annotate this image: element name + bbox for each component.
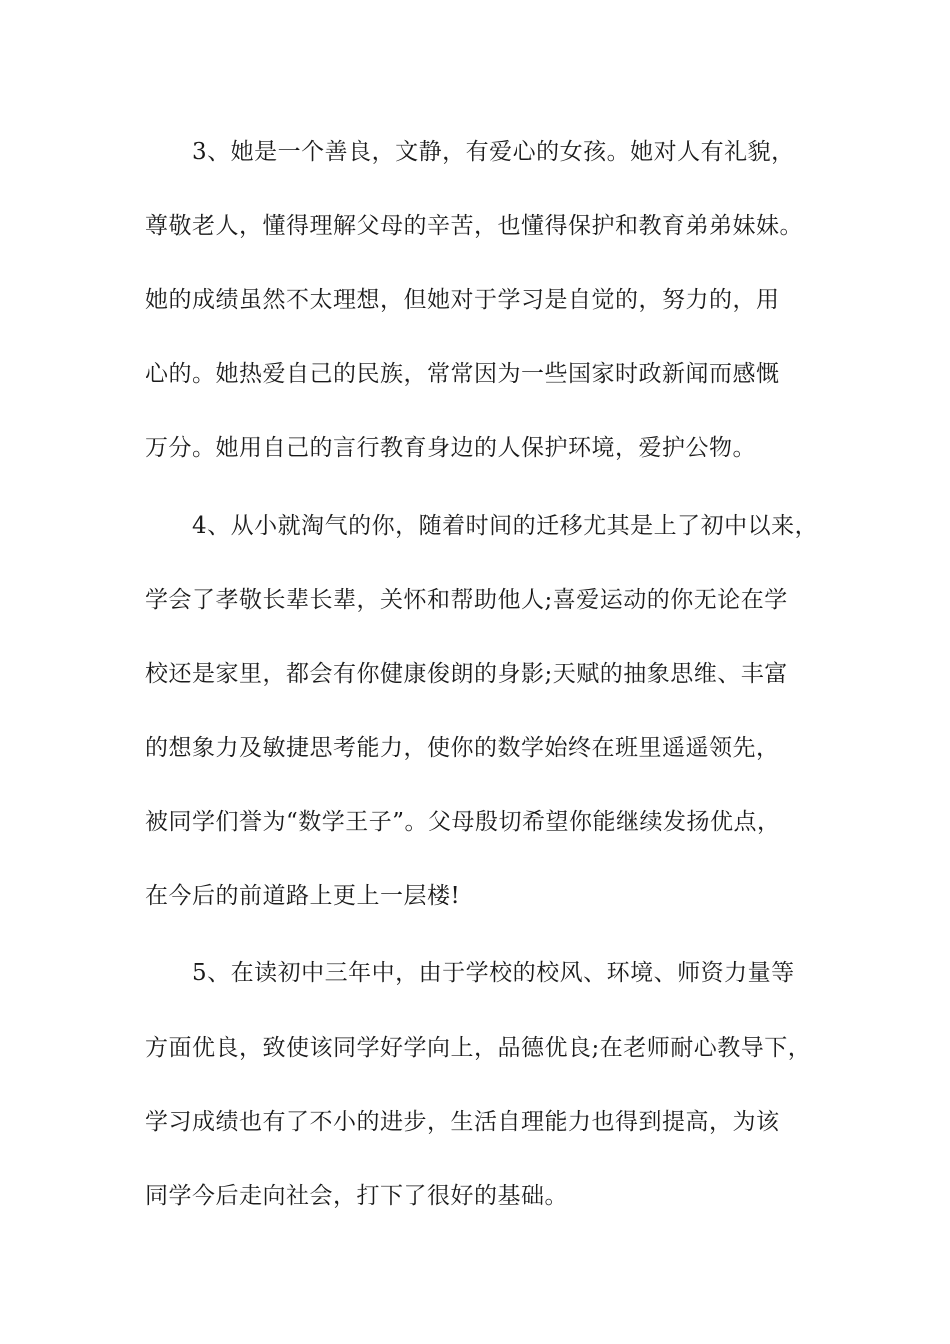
paragraph-4-line-3: 校还是家里，都会有你健康俊朗的身影;天赋的抽象思维、丰富 [145,661,788,687]
paragraph-3-line-5: 万分。她用自己的言行教育身边的人保护环境，爱护公物。 [145,435,756,461]
paragraph-3-line-3: 她的成绩虽然不太理想，但她对于学习是自觉的，努力的，用 [145,287,780,313]
paragraph-4-line-5: 被同学们誉为“数学王子”。父母殷切希望你能继续发扬优点， [145,809,781,835]
paragraph-5-line-4: 同学今后走向社会，打下了很好的基础。 [145,1183,568,1209]
paragraph-5-line-3: 学习成绩也有了不小的进步，生活自理能力也得到提高，为该 [145,1109,780,1135]
paragraph-4-line-6: 在今后的前道路上更上一层楼! [145,883,461,909]
paragraph-3-line-1: 3、她是一个善良，文静，有爱心的女孩。她对人有礼貌， [192,139,795,165]
paragraph-5-line-1: 5、在读初中三年中，由于学校的校风、环境、师资力量等 [192,960,795,986]
paragraph-4-line-1: 4、从小就淘气的你，随着时间的迁移尤其是上了初中以来， [192,513,819,539]
paragraph-3-line-4: 心的。她热爱自己的民族，常常因为一些国家时政新闻而感慨 [145,361,780,387]
paragraph-5-line-2: 方面优良，致使该同学好学向上，品德优良;在老师耐心教导下， [145,1035,812,1061]
paragraph-4-line-2: 学会了孝敬长辈长辈，关怀和帮助他人;喜爱运动的你无论在学 [145,587,788,613]
paragraph-4-line-4: 的想象力及敏捷思考能力，使你的数学始终在班里遥遥领先， [145,735,780,761]
paragraph-3-line-2: 尊敬老人，懂得理解父母的辛苦，也懂得保护和教育弟弟妹妹。 [145,213,803,239]
